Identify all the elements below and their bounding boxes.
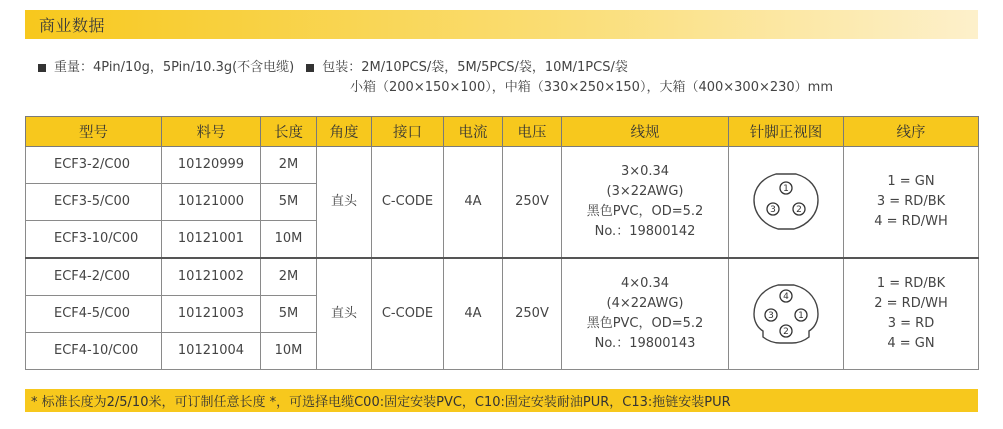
section-header (25, 10, 978, 39)
pin-label: 4 (783, 292, 789, 302)
cell-gauge (562, 258, 729, 370)
table-row (26, 147, 979, 184)
wiring-line: 4 = GN (887, 336, 935, 351)
cell-model: ECF3-10/C00 (26, 221, 162, 259)
gauge-line: 黑色PVC，OD=5.2 (586, 204, 704, 219)
bullet-icon (38, 64, 46, 72)
spec-line-1 (38, 58, 833, 78)
pin-label: 1 (798, 311, 804, 321)
pin-label: 3 (768, 311, 774, 321)
cell-voltage: 250V (503, 147, 562, 259)
pin-label: 3 (770, 205, 776, 215)
header-current: 电流 (444, 117, 503, 147)
product-table (25, 116, 979, 370)
wiring-line: 3 = RD/BK (876, 194, 946, 209)
cell-part-no: 10121001 (162, 221, 261, 259)
gauge-line: No.：19800143 (594, 336, 696, 351)
header-model: 型号 (26, 117, 162, 147)
cell-angle: 直头 (317, 147, 372, 259)
wiring-line: 2 = RD/WH (874, 296, 948, 311)
cell-wiring (844, 147, 979, 259)
cell-model: ECF4-5/C00 (26, 296, 162, 333)
cell-part-no: 10121000 (162, 184, 261, 221)
cell-model: ECF4-10/C00 (26, 333, 162, 370)
cell-part-no: 10121002 (162, 258, 261, 296)
wiring-line: 1 = GN (887, 174, 935, 189)
cell-length: 10M (261, 221, 317, 259)
cell-part-no: 10121004 (162, 333, 261, 370)
cell-model: ECF4-2/C00 (26, 258, 162, 296)
cell-interface: C-CODE (372, 258, 444, 370)
cell-current: 4A (444, 147, 503, 259)
section-title: 商业数据 (39, 16, 106, 35)
cell-interface: C-CODE (372, 147, 444, 259)
header-voltage: 电压 (503, 117, 562, 147)
cell-length: 5M (261, 184, 317, 221)
gauge-line: No.：19800142 (594, 224, 696, 239)
cell-length: 2M (261, 258, 317, 296)
cell-length: 2M (261, 147, 317, 184)
wiring-line: 3 = RD (887, 316, 935, 331)
spec-summary (38, 58, 833, 98)
cell-pin-view (729, 147, 844, 259)
header-wiring: 线序 (844, 117, 979, 147)
connector-3pin-diagram (748, 170, 824, 234)
gauge-line: 4×0.34 (620, 276, 670, 291)
cell-length: 10M (261, 333, 317, 370)
cell-part-no: 10120999 (162, 147, 261, 184)
header-interface: 接口 (372, 117, 444, 147)
header-gauge: 线规 (562, 117, 729, 147)
header-pin-view: 针脚正视图 (729, 117, 844, 147)
gauge-line: 黑色PVC，OD=5.2 (586, 316, 704, 331)
cell-model: ECF3-2/C00 (26, 147, 162, 184)
cell-length: 5M (261, 296, 317, 333)
header-length: 长度 (261, 117, 317, 147)
spec-packing: 包装：2M/10PCS/袋，5M/5PCS/袋，10M/1PCS/袋 (322, 60, 628, 75)
spec-boxes: 小箱（200×150×100），中箱（330×250×150），大箱（400×300×230）mm (350, 80, 833, 95)
wiring-line: 1 = RD/BK (876, 276, 946, 291)
cell-current: 4A (444, 258, 503, 370)
bullet-icon (306, 64, 314, 72)
cell-wiring (844, 258, 979, 370)
table-row (26, 258, 979, 296)
spec-weight: 重量：4Pin/10g，5Pin/10.3g(不含电缆) (54, 60, 295, 75)
header-angle: 角度 (317, 117, 372, 147)
cell-angle: 直头 (317, 258, 372, 370)
pin-label: 2 (796, 205, 802, 215)
footnote-text: * 标准长度为2/5/10米，可订制任意长度 *，可选择电缆C00:固定安装PVC，C10:固定安装耐油PUR，C13:拖链安装PUR (31, 395, 731, 410)
cell-model: ECF3-5/C00 (26, 184, 162, 221)
footnote-bar (25, 389, 978, 412)
wiring-line: 4 = RD/WH (874, 214, 948, 229)
cell-part-no: 10121003 (162, 296, 261, 333)
cell-gauge (562, 147, 729, 259)
cell-pin-view (729, 258, 844, 370)
pin-label: 2 (783, 327, 789, 337)
gauge-line: (4×22AWG) (606, 296, 684, 311)
pin-label: 1 (783, 184, 789, 194)
table-header-row (26, 117, 979, 147)
cell-voltage: 250V (503, 258, 562, 370)
gauge-line: (3×22AWG) (606, 184, 684, 199)
gauge-line: 3×0.34 (620, 164, 670, 179)
header-part-no: 料号 (162, 117, 261, 147)
connector-4pin-diagram (748, 281, 824, 347)
